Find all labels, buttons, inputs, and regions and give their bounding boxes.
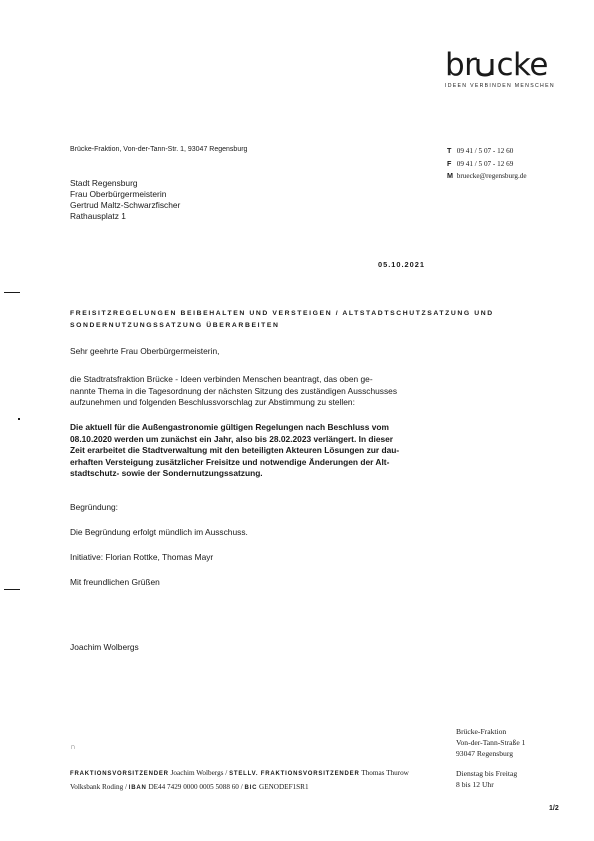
proposal-paragraph: Die aktuell für die Außengastronomie gültigen Regelungen nach Beschluss vom 08.10.2020 werden um zunächst ein Jahr, also bis 28.02.2023 verlängert. In dieser Zeit erarbeitet die Stadtverwaltung mit den beteiligten Akteuren Lösungen zur dau- erhaften Versteigung zusätzlicher Freisitze und notwendige Änderungen der Alt- stadtschutz- sowie der Sondernutzungssatzung. [70,422,400,479]
fold-mark-top [4,292,20,293]
small-mark: ∩ [70,742,76,751]
logo-ue-glyph [476,52,496,72]
logo-tagline: IDEEN VERBINDEN MENSCHEN [445,83,555,89]
reason-heading: Begründung: [70,502,118,512]
letter-date: 05.10.2021 [378,260,425,269]
footer-bank: Volksbank Roding / IBAN DE44 7429 0000 0005 5088 60 / BIC GENODEF1SR1 [70,782,309,791]
signer-name: Joachim Wolbergs [70,642,139,652]
side-address: Brücke-Fraktion Von-der-Tann-Straße 1 93047 Regensburg [456,727,526,758]
subject: FREISITZREGELUNGEN BEIBEHALTEN UND VERSTEIGEN / ALTSTADTSCHUTZSATZUNG UND SONDERNUTZUNGSSATZUNG ÜBERARBEITEN [70,310,494,329]
page-number: 1/2 [549,805,559,812]
contact-mail[interactable]: M bruecke@regensburg.de [447,171,527,180]
contact-block [447,145,527,183]
logo [445,47,565,89]
salutation: Sehr geehrte Frau Oberbürgermeisterin, [70,346,220,356]
footer-chairs: FRAKTIONSVORSITZENDER Joachim Wolbergs / STELLV. FRAKTIONSVORSITZENDER Thomas Thurow [70,769,409,777]
logo-wordmark: br cke [445,47,548,83]
contact-fax: F 09 41 / 5 07 - 12 69 [447,158,514,168]
office-hours: Dienstag bis Freitag 8 bis 12 Uhr [456,769,518,789]
punch-mark [18,418,20,420]
intro-paragraph: die Stadtratsfraktion Brücke - Ideen verbinden Menschen beantragt, das oben ge- nannte Thema in die Tagesordnung der nächsten Sitzung des zuständigen Ausschusses aufzunehmen und folgenden Beschlussvorschlag zur Abstimmung zu stellen: [70,374,398,408]
sender-line: Brücke-Fraktion, Von-der-Tann-Str. 1, 93047 Regensburg [70,146,248,153]
footer [70,767,409,794]
fold-mark-bottom [4,589,20,590]
closing: Mit freundlichen Grüßen [70,577,160,587]
reason-text: Die Begründung erfolgt mündlich im Ausschuss. [70,527,248,537]
contact-phone: T 09 41 / 5 07 - 12 60 [447,146,514,155]
recipient-address: Stadt Regensburg Frau Oberbürgermeisterin Gertrud Maltz-Schwarzfischer Rathausplatz 1 [70,178,181,221]
initiative-line: Initiative: Florian Rottke, Thomas Mayr [70,552,214,562]
